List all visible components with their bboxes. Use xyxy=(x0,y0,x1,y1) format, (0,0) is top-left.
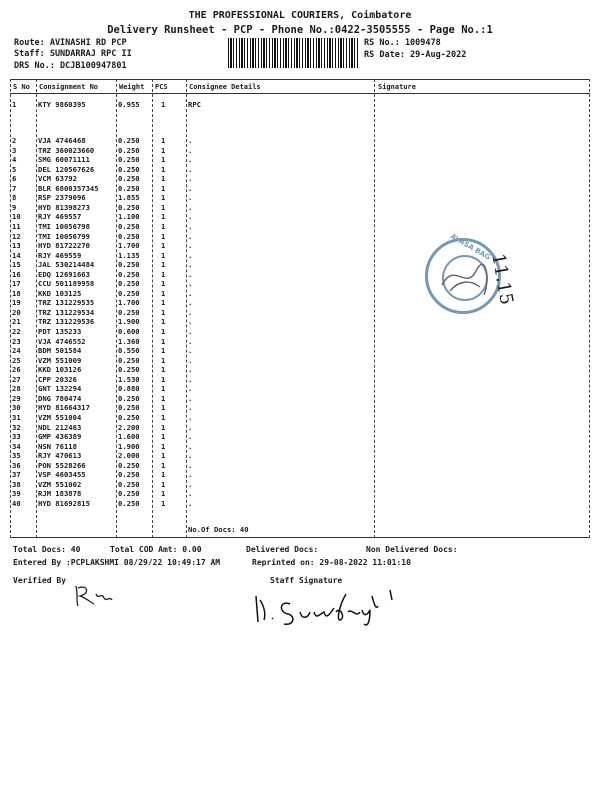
cell-details: . xyxy=(188,212,193,222)
cell-pcs: 1 xyxy=(161,155,166,165)
cell-details: . xyxy=(188,374,193,384)
cell-weight: 0.250 xyxy=(118,307,140,317)
cell-weight: 1.135 xyxy=(118,250,140,260)
cell-sno: 29 xyxy=(12,393,21,403)
cell-sno: 6 xyxy=(12,174,17,184)
cell-sno: 22 xyxy=(12,327,21,336)
cell-consignment: TRZ 131229535 xyxy=(38,298,95,308)
cell-sno: 27 xyxy=(12,374,21,384)
cell-consignment: RJY 469559 xyxy=(38,250,82,260)
cell-weight: 0.250 xyxy=(118,202,140,212)
table-row xyxy=(10,146,590,155)
cell-consignment: HYD 81664317 xyxy=(38,403,90,413)
cell-consignment: PON 5528266 xyxy=(38,460,86,470)
cell-pcs: 1 xyxy=(161,470,166,480)
cell-details: . xyxy=(188,193,193,203)
cell-sno: 40 xyxy=(12,498,21,508)
cell-weight: 2.000 xyxy=(118,451,140,461)
cell-details: . xyxy=(188,288,193,298)
table-row xyxy=(10,461,590,470)
cell-consignment: GMP 436389 xyxy=(38,432,82,442)
table-row xyxy=(10,394,590,403)
cell-pcs: 1 xyxy=(161,260,166,270)
table-row xyxy=(10,384,590,393)
cell-weight: 0.250 xyxy=(118,460,140,470)
staff-signature-image xyxy=(250,584,410,629)
cell-details: . xyxy=(188,298,193,308)
cell-consignment: TRZ 360023660 xyxy=(38,145,95,155)
cell-weight: 0.250 xyxy=(118,288,140,298)
cell-details: . xyxy=(188,221,193,231)
cell-pcs: 1 xyxy=(161,489,166,499)
cell-details: . xyxy=(188,470,193,480)
cell-weight: 1.360 xyxy=(118,336,140,346)
cell-consignment: TMI 10056798 xyxy=(38,221,90,231)
cell-consignment: RSP 2379096 xyxy=(38,193,86,203)
cell-pcs: 1 xyxy=(161,374,166,384)
cell-details: . xyxy=(188,327,193,336)
reprinted-on: Reprinted on: 29-08-2022 11:01:10 xyxy=(252,558,411,567)
cell-consignment: RJY 469557 xyxy=(38,212,82,222)
cell-sno: 4 xyxy=(12,155,17,165)
cell-consignment: VJA 4746552 xyxy=(38,336,86,346)
table-row xyxy=(10,155,590,164)
cell-weight: 0.250 xyxy=(118,269,140,279)
cell-pcs: 1 xyxy=(161,317,166,327)
col-header-signature: Signature xyxy=(378,83,416,91)
cell-details: . xyxy=(188,460,193,470)
cell-sno: 35 xyxy=(12,451,21,461)
cell-sno: 38 xyxy=(12,479,21,489)
cell-pcs: 1 xyxy=(161,479,166,489)
cell-details: . xyxy=(188,136,193,145)
cell-weight: 0.250 xyxy=(118,231,140,241)
cell-weight: 2.200 xyxy=(118,422,140,432)
cell-weight: 0.250 xyxy=(118,279,140,289)
cell-consignment: RJM 183878 xyxy=(38,489,82,499)
cell-sno: 19 xyxy=(12,298,21,308)
table-row xyxy=(10,356,590,365)
cell-pcs: 1 xyxy=(161,241,166,251)
cell-weight: 0.250 xyxy=(118,174,140,184)
cell-sno: 24 xyxy=(12,346,21,356)
cell-pcs: 1 xyxy=(161,451,166,461)
cell-details: . xyxy=(188,432,193,442)
cell-details: . xyxy=(188,365,193,375)
cell-sno: 39 xyxy=(12,489,21,499)
cell-consignment: PDT 135233 xyxy=(38,327,82,336)
cell-weight: 0.250 xyxy=(118,412,140,422)
cell-pcs: 1 xyxy=(161,279,166,289)
cell-details: . xyxy=(188,393,193,403)
cell-sno: 26 xyxy=(12,365,21,375)
cell-sno: 31 xyxy=(12,412,21,422)
table-row xyxy=(10,203,590,212)
cell-consignment: CCU 501189958 xyxy=(38,279,95,289)
cell-pcs: 1 xyxy=(161,269,166,279)
cell-sno: 7 xyxy=(12,183,17,193)
no-of-docs: No.Of Docs: 40 xyxy=(188,525,249,534)
table-row xyxy=(10,451,590,460)
stamp-text: AVASA BAG xyxy=(448,232,492,262)
cell-pcs: 1 xyxy=(161,136,166,145)
cell-consignment: VZM 551002 xyxy=(38,479,82,489)
table-row xyxy=(10,489,590,498)
company-name: THE PROFESSIONAL COURIERS, Coimbatore xyxy=(188,10,412,21)
cell-weight: 0.955 xyxy=(118,100,140,109)
cell-consignment: VSP 4603455 xyxy=(38,470,86,480)
cell-pcs: 1 xyxy=(161,298,166,308)
cell-pcs: 1 xyxy=(161,212,166,222)
cell-consignment: VJA 4746468 xyxy=(38,136,86,145)
cell-weight: 0.250 xyxy=(118,355,140,365)
cell-weight: 1.700 xyxy=(118,241,140,251)
table-row xyxy=(10,337,590,346)
cell-consignment: TMI 10056799 xyxy=(38,231,90,241)
cell-consignment: NSN 76118 xyxy=(38,441,77,451)
table-row xyxy=(10,241,590,250)
staff-label: Staff: SUNDARRAJ RPC II xyxy=(14,49,132,59)
cell-sno: 28 xyxy=(12,384,21,394)
cell-weight: 1.855 xyxy=(118,193,140,203)
cell-sno: 14 xyxy=(12,250,21,260)
cell-weight: 0.250 xyxy=(118,260,140,270)
route-label: Route: AVINASHI RD PCP xyxy=(14,38,127,48)
col-header-pcs: PCS xyxy=(155,83,168,91)
drs-number: DRS No.: DCJB100947801 xyxy=(14,61,127,71)
staff-signature-label: Staff Signature xyxy=(270,576,343,585)
cell-sno: 33 xyxy=(12,432,21,442)
cell-weight: 1.900 xyxy=(118,317,140,327)
total-cod: Total COD Amt: 0.00 xyxy=(110,545,202,554)
cell-sno: 2 xyxy=(12,136,17,145)
cell-pcs: 1 xyxy=(161,384,166,394)
cell-details: . xyxy=(188,174,193,184)
cell-sno: 21 xyxy=(12,317,21,327)
cell-pcs: 1 xyxy=(161,327,166,336)
cell-pcs: 1 xyxy=(161,498,166,508)
cell-pcs: 1 xyxy=(161,250,166,260)
cell-weight: 0.550 xyxy=(118,346,140,356)
cell-weight: 1.600 xyxy=(118,432,140,442)
cell-pcs: 1 xyxy=(161,193,166,203)
cell-sno: 25 xyxy=(12,355,21,365)
cell-details: . xyxy=(188,346,193,356)
cell-details: . xyxy=(188,269,193,279)
cell-sno: 1 xyxy=(12,100,17,109)
verified-initials-signature xyxy=(70,580,120,610)
cell-consignment: SMG 60071111 xyxy=(38,155,90,165)
cell-weight: 0.250 xyxy=(118,145,140,155)
cell-details: . xyxy=(188,260,193,270)
cell-details: . xyxy=(188,241,193,251)
cell-details: . xyxy=(188,183,193,193)
table-row xyxy=(10,499,590,508)
table-row xyxy=(10,317,590,326)
cell-pcs: 1 xyxy=(161,460,166,470)
cell-details: RPC xyxy=(188,100,201,109)
cell-details: . xyxy=(188,231,193,241)
cell-consignment: TRZ 131229534 xyxy=(38,307,95,317)
cell-details: . xyxy=(188,164,193,174)
cell-details: . xyxy=(188,145,193,155)
table-row xyxy=(10,423,590,432)
cell-weight: 1.700 xyxy=(118,298,140,308)
cell-pcs: 1 xyxy=(161,403,166,413)
verified-by-label: Verified By xyxy=(13,576,66,585)
cell-weight: 0.250 xyxy=(118,393,140,403)
cell-pcs: 1 xyxy=(161,441,166,451)
rs-number: RS No.: 1009478 xyxy=(364,38,441,48)
cell-sno: 3 xyxy=(12,145,17,155)
table-row xyxy=(10,442,590,451)
table-row xyxy=(10,184,590,193)
table-row xyxy=(10,136,590,145)
cell-weight: 0.250 xyxy=(118,365,140,375)
handwritten-time: 11.15 xyxy=(487,252,517,307)
cell-details: . xyxy=(188,489,193,499)
cell-pcs: 1 xyxy=(161,164,166,174)
table-row xyxy=(10,222,590,231)
cell-pcs: 1 xyxy=(161,100,166,109)
cell-weight: 0.600 xyxy=(118,327,140,336)
cell-sno: 15 xyxy=(12,260,21,270)
cell-consignment: BLR 6800357345 xyxy=(38,183,99,193)
courier-stamp xyxy=(425,232,501,314)
cell-weight: 0.250 xyxy=(118,164,140,174)
rs-date: RS Date: 29-Aug-2022 xyxy=(364,50,467,60)
cell-pcs: 1 xyxy=(161,355,166,365)
cell-details: . xyxy=(188,479,193,489)
cell-weight: 0.250 xyxy=(118,470,140,480)
table-row xyxy=(10,212,590,221)
cell-pcs: 1 xyxy=(161,393,166,403)
cell-sno: 10 xyxy=(12,212,21,222)
cell-weight: 1.100 xyxy=(118,212,140,222)
table-row xyxy=(10,165,590,174)
cell-weight: 0.250 xyxy=(118,155,140,165)
cell-consignment: KKD 103125 xyxy=(38,288,82,298)
cell-sno: 34 xyxy=(12,441,21,451)
cell-consignment: HYD 81398273 xyxy=(38,202,90,212)
cell-sno: 36 xyxy=(12,460,21,470)
barcode-image xyxy=(228,38,358,68)
cell-details: . xyxy=(188,384,193,394)
cell-sno: 12 xyxy=(12,231,21,241)
cell-sno: 37 xyxy=(12,470,21,480)
table-row xyxy=(10,480,590,489)
entered-by: Entered By :PCPLAKSHMI 08/29/22 10:49:17 AM xyxy=(13,558,221,567)
cell-weight: 0.250 xyxy=(118,479,140,489)
cell-details: . xyxy=(188,412,193,422)
cell-sno: 8 xyxy=(12,193,17,203)
cell-consignment: VCM 63792 xyxy=(38,174,77,184)
cell-weight: 0.250 xyxy=(118,489,140,499)
table-row xyxy=(10,193,590,202)
table-row xyxy=(10,174,590,183)
cell-weight: 1.900 xyxy=(118,441,140,451)
cell-sno: 16 xyxy=(12,269,21,279)
cell-sno: 17 xyxy=(12,279,21,289)
table-row xyxy=(10,365,590,374)
table-row xyxy=(10,432,590,441)
cell-consignment: NDL 212463 xyxy=(38,422,82,432)
cell-pcs: 1 xyxy=(161,336,166,346)
cell-consignment: VZM 551004 xyxy=(38,412,82,422)
cell-pcs: 1 xyxy=(161,412,166,422)
cell-pcs: 1 xyxy=(161,221,166,231)
cell-sno: 9 xyxy=(12,202,17,212)
table-row xyxy=(10,403,590,412)
cell-weight: 0.250 xyxy=(118,183,140,193)
cell-details: . xyxy=(188,307,193,317)
cell-sno: 30 xyxy=(12,403,21,413)
runsheet-title: Delivery Runsheet - PCP - Phone No.:0422-3505555 - Page No.:1 xyxy=(107,24,493,36)
table-row xyxy=(10,346,590,355)
cell-consignment: VZM 551009 xyxy=(38,355,82,365)
cell-details: . xyxy=(188,355,193,365)
cell-consignment: KKD 103126 xyxy=(38,365,82,375)
cell-details: . xyxy=(188,403,193,413)
cell-weight: 0.250 xyxy=(118,403,140,413)
col-header-details: Consignee Details xyxy=(189,83,261,91)
non-delivered-docs: Non Delivered Docs: xyxy=(366,545,458,554)
cell-consignment: DEL 120567626 xyxy=(38,164,95,174)
cell-consignment: GNT 132294 xyxy=(38,384,82,394)
table-row xyxy=(10,100,590,109)
cell-sno: 20 xyxy=(12,307,21,317)
cell-pcs: 1 xyxy=(161,346,166,356)
cell-details: . xyxy=(188,155,193,165)
cell-sno: 5 xyxy=(12,164,17,174)
cell-details: . xyxy=(188,317,193,327)
table-row xyxy=(10,232,590,241)
cell-pcs: 1 xyxy=(161,174,166,184)
cell-pcs: 1 xyxy=(161,202,166,212)
cell-consignment: TRZ 131229536 xyxy=(38,317,95,327)
table-row xyxy=(10,308,590,317)
col-header-sno: S No xyxy=(13,83,30,91)
cell-weight: 0.250 xyxy=(118,498,140,508)
cell-details: . xyxy=(188,202,193,212)
cell-sno: 18 xyxy=(12,288,21,298)
cell-weight: 0.250 xyxy=(118,221,140,231)
cell-pcs: 1 xyxy=(161,432,166,442)
cell-sno: 11 xyxy=(12,221,21,231)
cell-details: . xyxy=(188,279,193,289)
cell-pcs: 1 xyxy=(161,145,166,155)
table-row xyxy=(10,413,590,422)
col-header-weight: Weight xyxy=(119,83,145,91)
delivered-docs: Delivered Docs: xyxy=(246,545,319,554)
cell-consignment: JAL 530214484 xyxy=(38,260,95,270)
cell-details: . xyxy=(188,250,193,260)
cell-consignment: BDM 501584 xyxy=(38,346,82,356)
cell-sno: 13 xyxy=(12,241,21,251)
cell-weight: 0.250 xyxy=(118,136,140,145)
cell-sno: 32 xyxy=(12,422,21,432)
table-row xyxy=(10,470,590,479)
cell-details: . xyxy=(188,498,193,508)
cell-details: . xyxy=(188,422,193,432)
table-row xyxy=(10,327,590,336)
cell-pcs: 1 xyxy=(161,365,166,375)
cell-pcs: 1 xyxy=(161,307,166,317)
cell-consignment: EDQ 12691663 xyxy=(38,269,90,279)
cell-pcs: 1 xyxy=(161,183,166,193)
cell-consignment: RJY 470613 xyxy=(38,451,82,461)
cell-consignment: HYD 81722270 xyxy=(38,241,90,251)
cell-sno: 23 xyxy=(12,336,21,346)
cell-details: . xyxy=(188,441,193,451)
table-row xyxy=(10,375,590,384)
cell-details: . xyxy=(188,451,193,461)
cell-weight: 0.880 xyxy=(118,384,140,394)
cell-details: . xyxy=(188,336,193,346)
cell-consignment: CPP 20326 xyxy=(38,374,77,384)
cell-weight: 1.530 xyxy=(118,374,140,384)
col-header-consignment: Consignment No xyxy=(39,83,99,91)
cell-pcs: 1 xyxy=(161,422,166,432)
cell-pcs: 1 xyxy=(161,288,166,298)
total-docs: Total Docs: 40 xyxy=(13,545,81,554)
cell-pcs: 1 xyxy=(161,231,166,241)
cell-consignment: HYD 81692815 xyxy=(38,498,90,508)
cell-consignment: DNG 780474 xyxy=(38,393,82,403)
cell-consignment: KTY 9860395 xyxy=(38,100,86,109)
